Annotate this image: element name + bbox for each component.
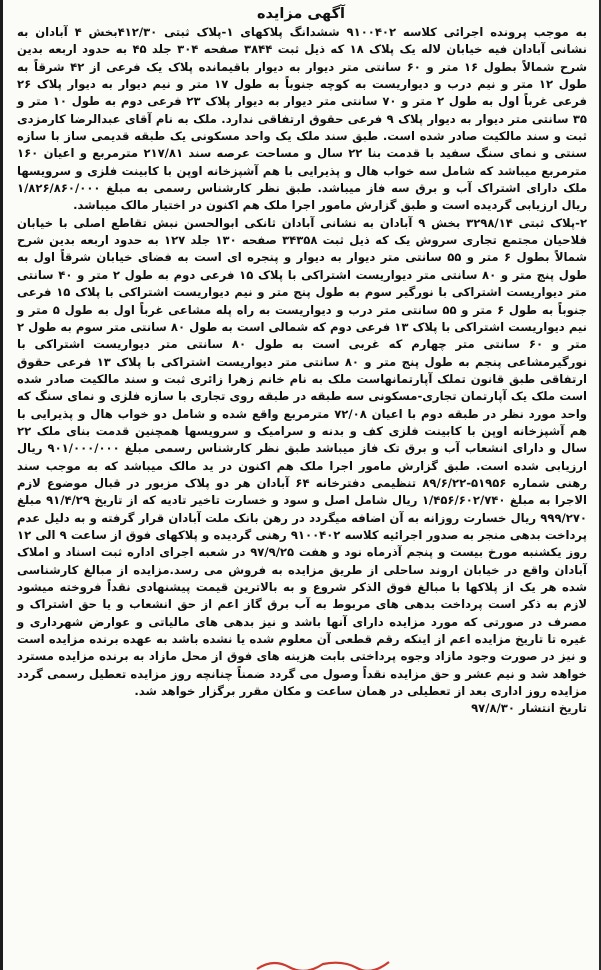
notice-paragraph-1: به موجب پرونده اجرائی کلاسه ۹۱۰۰۴۰۲ ششدانگ پلاکهای ۱-پلاک ثبتی ۴۱۲/۳۰بخش ۴ آبادان به نشانی آبادان فیه خیابان لاله یک پلاک ۱۸ که ذیل ثبت ۳۸۴۴ صفحه ۳۰۴ جلد ۴۵ به حدود اربعه بدین شرح شمالاً بطول ۱۶ متر و ۶۰ سانتی متر دیوار به دیوار باقیمانده پلاک یک فرعی از ۴۲ شرقاً به طول ۱۲ متر و نیم درب و دیواریست به کوچه جنوباً به طول ۱۷ متر و نیم دیوار به دیوار پلاک ۲۶ فرعی غرباً اول به طول ۲ متر و ۷۰ سانتی متر دیوار به دیوار پلاک ۲۳ فرعی دوم به طول ۱۰ متر و ۳۵ سانتی متر دیوار به دیوار پلاک ۹ فرعی حقوق ارتفاقی ندارد. ملک به نام آقای عبدالرضا کارمزدی ثبت و سند مالکیت صادر شده است. طبق سند ملک یک واحد مسکونی یک طبقه قدیمی ساز با سازه سنتی و نمای سنگ سفید با قدمت بنا ۲۲ سال و مساحت عرصه سند ۲۱۷/۸۱ مترمربع و اعیان ۱۶۰ مترمربع میباشد که شامل سه خواب هال و پذیرایی با هم آشپزخانه اوپن با کابینت فلزی و سرویسها ملک دارای اشتراک آب و برق سه فاز میباشد. طبق نظر کارشناس رسمی به مبلغ ۱/۸۲۶/۸۶۰/۰۰۰ ریال ارزیابی گردیده است و طبق گزارش مامور اجرا ملک هم اکنون در اختیار مالک میباشد. [17,25,588,213]
notice-body [3,24,599,700]
notice-title: آگهی مزایده [256,6,346,22]
notice-paragraph-2: ۲-پلاک ثبتی ۳۲۹۸/۱۴ بخش ۹ آبادان به نشانی آبادان ثانکی ابوالحسن نبش تقاطع اصلی با خیابان فلاحیان مجتمع تجاری سروش یک که ذیل ثبت ۳۴۳۵۸ صفحه ۱۳۰ جلد ۱۲۷ به حدود اربعه بدین شرح شمالاً بطول ۶ متر و ۵۵ سانتی متر دیوار به دیوار و پنجره ای است به فضای خیابان شرقاً اول به طول پنج متر و ۸۰ سانتی متر دیواریست اشتراکی با پلاک ۱۵ فرعی دوم به طول ۲ متر و ۴۰ سانتی متر دیواریست اشتراکی با نورگیر سوم به طول پنج متر و نیم دیواریست اشتراکی با پلاک ۱۵ فرعی جنوباً به طول ۶ متر و ۵۵ سانتی متر درب و دیواریست به راه پله مشاعی غرباً اول به طول ۵ متر و نیم دیواریست اشتراکی با پلاک ۱۳ فرعی دوم که شمالی است به طول ۸۰ سانتی متر سوم به طول ۲ متر و ۶۰ سانتی متر چهارم که غربی است به طول ۸۰ سانتی متر دیواریست اشتراکی با نورگیرمشاعی پنجم به طول پنج متر و ۸۰ سانتی متر دیواریست اشتراکی با پلاک ۱۳ فرعی حقوق ارتفاقی طبق قانون تملک آپارتمانهاست ملک به نام خانم زهرا زائری ثبت و سند مالکیت صادر شده است ملک یک آپارتمان تجاری-مسکونی سه طبقه در طبقه روی تجاری با سازه فلزی و نمای سنگ که واحد مورد نظر در طبقه دوم با اعیان ۷۲/۰۸ مترمربع واقع شده و شامل دو خواب هال و پذیرایی با هم آشپزخانه اوپن با کابینت فلزی کف و بدنه و سرامیک و سرویسها همچنین قدمت بنای ملک ۲۲ سال و دارای انشعاب آب و برق تک فاز میباشد طبق نظر کارشناس رسمی مبلغ ۹۰۱/۰۰۰/۰۰۰ ریال ارزیابی شده است. طبق گزارش مامور اجرا ملک هم اکنون در ید مالک میباشد که به موجب سند رهنی شماره ۵۱۹۵۶-۸۹/۶/۲۲ تنظیمی دفترخانه ۶۴ آبادان هر دو پلاک مزبور در قبال موضوع لازم الاجرا به مبلغ ۱/۴۵۶/۶۰۲/۷۴۰ ریال شامل اصل و سود و خسارت تاخیر تادیه که از تاریخ ۹۱/۴/۲۹ مبلغ ۹۹۹/۲۷۰ ریال خسارت روزانه به آن اضافه میگردد در رهن بانک ملت آبادان قرار گرفته و به دلیل عدم پرداخت بدهی منجر به صدور اجرائیه کلاسه ۹۱۰۰۴۰۲ رهنی گردیده و پلاکهای فوق از ساعت ۹ الی ۱۲ روز یکشنبه مورخ بیست و پنجم آذرماه نود و هفت ۹۷/۹/۲۵ در شعبه اجرای اداره ثبت اسناد و املاک آبادان واقع در خیابان اروند ساحلی از طریق مزایده به فروش می رسد.مزایده از مبالغ کارشناسی شده هر یک از پلاکها با مبالغ فوق الذکر شروع و به بالاترین قیمت پیشنهادی نقداً فروخته میشود لازم به ذکر است پرداخت بدهی های مربوط به آب برق گاز اعم از حق انشعاب و یا حق اشتراک و مصرف در صورتی که مورد مزایده دارای آنها باشد و نیز بدهی های مالیاتی و عوارض شهرداری و غیره تا تاریخ مزایده اعم از اینکه رقم قطعی آن معلوم شده یا نشده باشد به عهده برنده مزایده است و نیز در صورت وجود مازاد وجوه پرداختی بابت هزینه های فوق از محل مازاد به برنده مزایده مسترد خواهد شد و نیم عشر و حق مزایده نقداً وصول می گردد ضمناً چنانچه روز مزایده تعطیل رسمی گردد مزایده روز اداری بعد از تعطیلی در همان ساعت و مکان مقرر برگزار خواهد شد. [17,215,588,699]
red-stamp-mark [253,958,393,970]
publish-date: تاریخ انتشار ۹۷/۸/۳۰ [471,701,587,716]
